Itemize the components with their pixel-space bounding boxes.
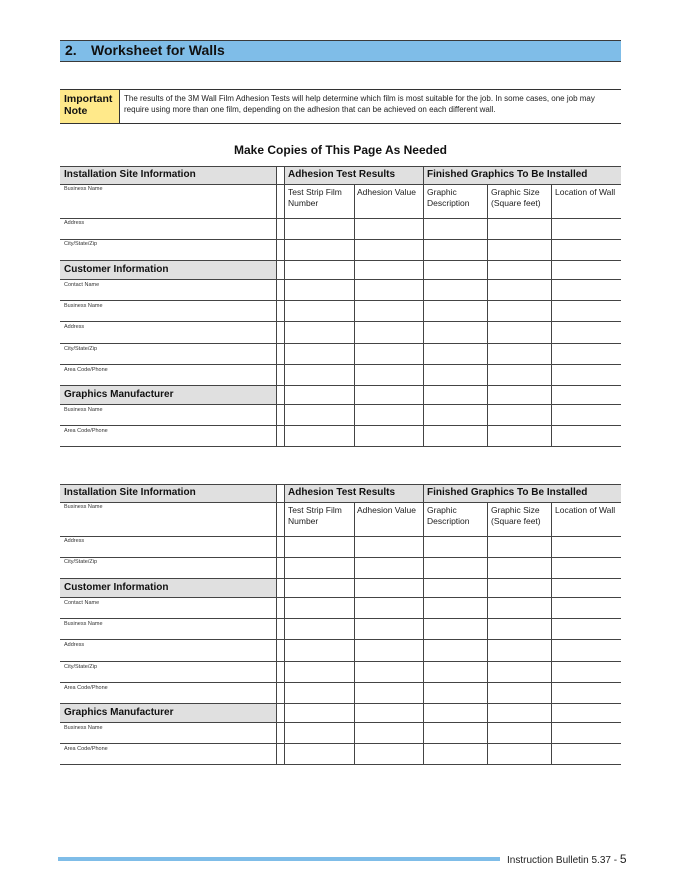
graphics-header: Finished Graphics To Be Installed xyxy=(427,169,588,180)
grid-rule xyxy=(60,425,621,426)
adhesion-header: Adhesion Test Results xyxy=(288,169,396,180)
field-label: Contact Name xyxy=(64,282,100,288)
field-label: City/State/Zip xyxy=(64,559,98,565)
grid-rule xyxy=(60,502,621,503)
worksheet-block xyxy=(60,166,621,447)
section-divider xyxy=(284,484,285,765)
field-label: Business Name xyxy=(64,504,103,510)
grid-rule xyxy=(60,578,621,579)
grid-rule xyxy=(60,321,621,322)
section-divider xyxy=(276,484,277,765)
field-label: Contact Name xyxy=(64,600,100,606)
field-label: Area Code/Phone xyxy=(64,428,108,434)
column-divider xyxy=(354,184,355,447)
column-divider xyxy=(551,502,552,765)
section-title: Worksheet for Walls xyxy=(91,42,225,58)
section-divider xyxy=(423,484,424,502)
section-divider xyxy=(276,166,277,447)
grid-rule xyxy=(60,618,621,619)
important-note xyxy=(60,89,621,124)
grid-rule xyxy=(60,639,621,640)
grid-rule xyxy=(60,536,621,537)
field-label: Address xyxy=(64,324,85,330)
grid-rule xyxy=(60,743,621,744)
column-label: Graphic Description xyxy=(427,505,470,526)
grid-rule xyxy=(60,343,621,344)
column-label: Location of Wall xyxy=(555,505,616,515)
field-label: Address xyxy=(64,220,85,226)
grid-rule xyxy=(60,260,621,261)
note-label: Important Note xyxy=(60,90,120,123)
grid-rule xyxy=(60,722,621,723)
field-label: City/State/Zip xyxy=(64,241,98,247)
grid-rule xyxy=(60,279,621,280)
grid-rule xyxy=(60,404,621,405)
worksheet-block xyxy=(60,484,621,765)
field-label: Address xyxy=(64,538,85,544)
grid-rule xyxy=(60,364,621,365)
grid-rule xyxy=(60,300,621,301)
field-label: Business Name xyxy=(64,186,103,192)
field-label: City/State/Zip xyxy=(64,664,98,670)
grid-rule xyxy=(60,661,621,662)
field-label: Business Name xyxy=(64,621,103,627)
column-divider xyxy=(551,184,552,447)
installation-header: Installation Site Information xyxy=(64,487,196,498)
field-label: City/State/Zip xyxy=(64,346,98,352)
installation-header: Installation Site Information xyxy=(64,169,196,180)
grid-rule xyxy=(60,239,621,240)
column-divider xyxy=(423,502,424,765)
column-label: Adhesion Value xyxy=(357,505,416,515)
grid-rule xyxy=(60,597,621,598)
column-label: Graphic Size (Square feet) xyxy=(491,505,541,526)
field-label: Address xyxy=(64,642,85,648)
field-label: Business Name xyxy=(64,725,103,731)
footer-bulletin: Instruction Bulletin 5.37 - xyxy=(507,855,618,866)
adhesion-header: Adhesion Test Results xyxy=(288,487,396,498)
manufacturer-header: Graphics Manufacturer xyxy=(64,389,174,400)
column-label: Test Strip Film Number xyxy=(288,505,342,526)
footer-bar xyxy=(58,857,500,861)
grid-rule xyxy=(60,446,621,447)
grid-rule xyxy=(60,184,621,185)
copies-instruction: Make Copies of This Page As Needed xyxy=(234,143,447,157)
page-number: 5 xyxy=(619,852,627,866)
grid-rule xyxy=(60,385,621,386)
grid-rule xyxy=(60,703,621,704)
manufacturer-header: Graphics Manufacturer xyxy=(64,707,174,718)
graphics-header: Finished Graphics To Be Installed xyxy=(427,487,588,498)
column-label: Test Strip Film Number xyxy=(288,187,342,208)
column-label: Graphic Description xyxy=(427,187,470,208)
grid-rule xyxy=(60,682,621,683)
grid-rule xyxy=(60,218,621,219)
column-divider xyxy=(354,502,355,765)
column-divider xyxy=(487,502,488,765)
field-label: Business Name xyxy=(64,407,103,413)
customer-header: Customer Information xyxy=(64,264,169,275)
note-text: The results of the 3M Wall Film Adhesion Tests will help determine which film is most suitable for the job. In some cases, one job may require using more than one film, depending on the adhesion that can be achieved on each different wall. xyxy=(124,94,595,114)
section-header-bar xyxy=(60,40,621,62)
column-divider xyxy=(423,184,424,447)
grid-rule xyxy=(60,557,621,558)
field-label: Area Code/Phone xyxy=(64,685,108,691)
column-label: Location of Wall xyxy=(555,187,616,197)
field-label: Area Code/Phone xyxy=(64,746,108,752)
customer-header: Customer Information xyxy=(64,582,169,593)
section-number: 2. xyxy=(65,42,77,58)
grid-rule xyxy=(60,484,621,485)
column-label: Adhesion Value xyxy=(357,187,416,197)
section-divider xyxy=(284,166,285,447)
column-divider xyxy=(487,184,488,447)
grid-rule xyxy=(60,166,621,167)
section-divider xyxy=(423,166,424,184)
field-label: Area Code/Phone xyxy=(64,367,108,373)
grid-rule xyxy=(60,764,621,765)
field-label: Business Name xyxy=(64,303,103,309)
column-label: Graphic Size (Square feet) xyxy=(491,187,541,208)
footer xyxy=(507,852,627,866)
